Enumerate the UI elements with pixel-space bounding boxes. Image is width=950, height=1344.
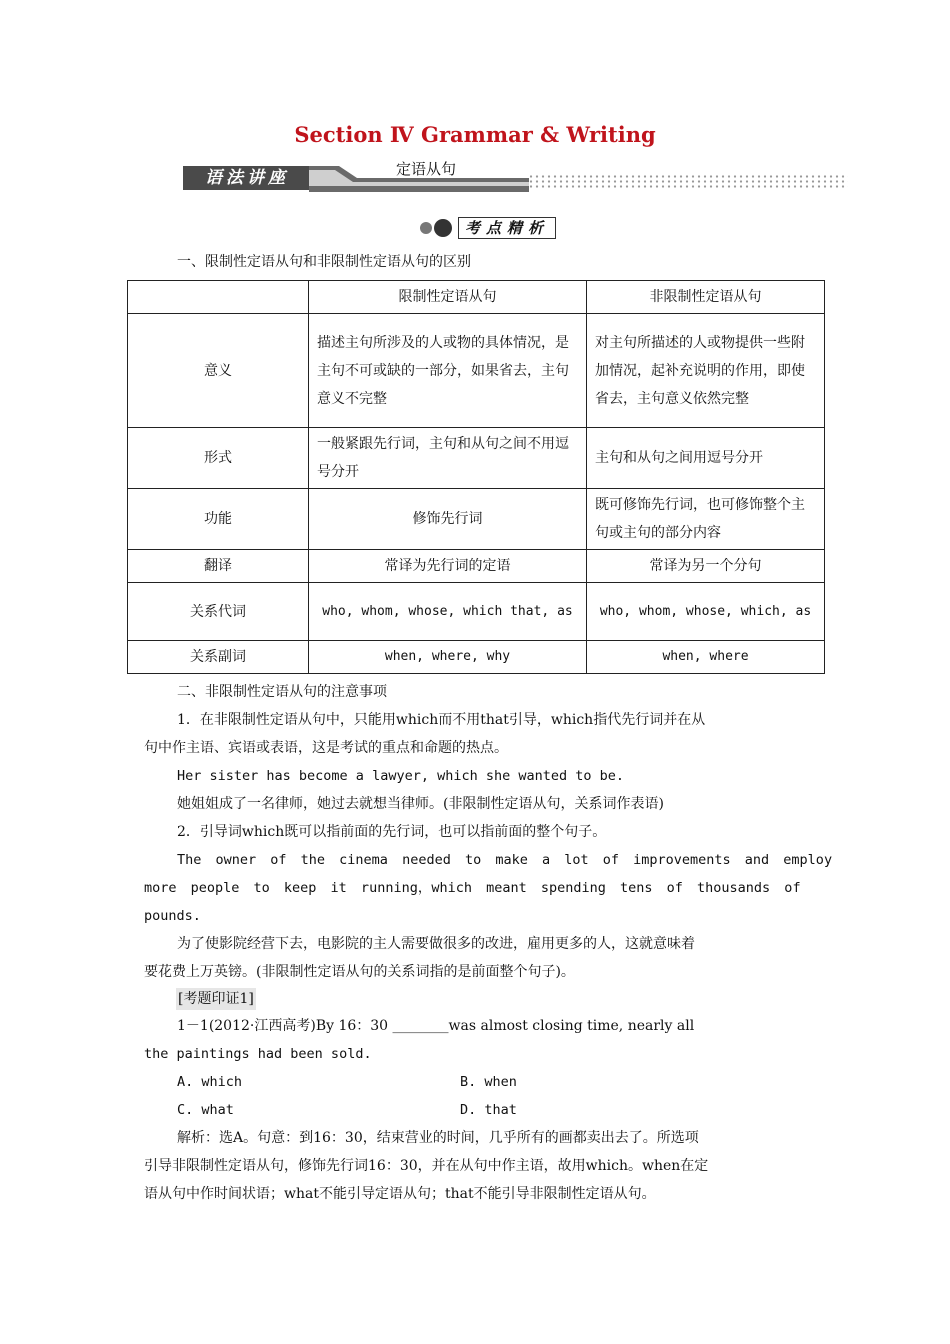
table-row bbox=[128, 314, 825, 428]
key-section-label: 考点精析 bbox=[458, 217, 556, 239]
banner-subtitle: 定语从句 bbox=[396, 160, 457, 178]
example2-english-line3: pounds. bbox=[144, 908, 201, 924]
bullet-dot-large-icon bbox=[434, 219, 452, 237]
row-label: 意义 bbox=[128, 314, 309, 428]
section1-heading: 一、限制性定语从句和非限制性定语从句的区别 bbox=[177, 254, 471, 270]
table-header-cell bbox=[128, 281, 309, 314]
exercise-tag: [考题印证1] bbox=[176, 988, 256, 1010]
table-header-cell: 非限制性定语从句 bbox=[587, 281, 825, 314]
row-label: 形式 bbox=[128, 428, 309, 489]
table-row bbox=[128, 641, 825, 674]
question-line2: the paintings had been sold. bbox=[144, 1046, 372, 1062]
row-label: 关系代词 bbox=[128, 583, 309, 641]
table-header-cell: 限制性定语从句 bbox=[309, 281, 587, 314]
answer-line3: 语从句中作时间状语；what不能引导定语从句；that不能引导非限制性定语从句。 bbox=[144, 1186, 656, 1202]
page-title: Section Ⅳ Grammar & Writing bbox=[294, 122, 656, 147]
example1-english: Her sister has become a lawyer, which she wanted to be. bbox=[177, 768, 625, 784]
restrictive-cell: 一般紧跟先行词，主句和从句之间不用逗号分开 bbox=[309, 428, 587, 489]
example2-chinese-line2: 要花费上万英镑。(非限制性定语从句的关系词指的是前面整个句子)。 bbox=[144, 964, 575, 980]
option-a: A. which bbox=[177, 1074, 243, 1090]
table-header-row bbox=[128, 281, 825, 314]
nonrestrictive-cell: who, whom, whose, which, as bbox=[587, 583, 825, 641]
table-row bbox=[128, 489, 825, 550]
restrictive-cell: who, whom, whose, which that, as bbox=[309, 583, 587, 641]
example2-english-line2: more people to keep it running，which meant spending tens of thousands of bbox=[144, 880, 801, 896]
option-d: D. that bbox=[460, 1102, 517, 1118]
nonrestrictive-cell: 既可修饰先行词，也可修饰整个主句或主句的部分内容 bbox=[587, 489, 825, 550]
banner-dots bbox=[528, 174, 848, 190]
key-section-header bbox=[420, 216, 556, 240]
nonrestrictive-cell: 主句和从句之间用逗号分开 bbox=[587, 428, 825, 489]
section-banner bbox=[183, 160, 848, 192]
comparison-table bbox=[127, 280, 825, 674]
row-label: 功能 bbox=[128, 489, 309, 550]
point1-line2: 句中作主语、宾语或表语，这是考试的重点和命题的热点。 bbox=[144, 740, 508, 756]
section2-heading: 二、非限制性定语从句的注意事项 bbox=[177, 684, 387, 700]
restrictive-cell: 常译为先行词的定语 bbox=[309, 550, 587, 583]
answer-line1: 解析：选A。句意：到16：30，结束营业的时间，几乎所有的画都卖出去了。所选项 bbox=[177, 1130, 699, 1146]
nonrestrictive-cell: 常译为另一个分句 bbox=[587, 550, 825, 583]
nonrestrictive-cell: when, where bbox=[587, 641, 825, 674]
restrictive-cell: 描述主句所涉及的人或物的具体情况，是主句不可或缺的一部分，如果省去，主句意义不完整 bbox=[309, 314, 587, 428]
row-label: 关系副词 bbox=[128, 641, 309, 674]
option-c: C. what bbox=[177, 1102, 234, 1118]
banner-tag: 语法讲座 bbox=[183, 166, 311, 190]
question-line1: 1－1(2012·江西高考)By 16：30 ________was almost closing time, nearly all bbox=[177, 1018, 695, 1034]
row-label: 翻译 bbox=[128, 550, 309, 583]
answer-line2: 引导非限制性定语从句，修饰先行词16：30，并在从句中作主语，故用which。when在定 bbox=[144, 1158, 709, 1174]
restrictive-cell: 修饰先行词 bbox=[309, 489, 587, 550]
option-b: B. when bbox=[460, 1074, 517, 1090]
table-row bbox=[128, 428, 825, 489]
example2-chinese-line1: 为了使影院经营下去，电影院的主人需要做很多的改进，雇用更多的人，这就意味着 bbox=[177, 936, 695, 952]
point2: 2．引导词which既可以指前面的先行词，也可以指前面的整个句子。 bbox=[177, 824, 607, 840]
example1-chinese: 她姐姐成了一名律师，她过去就想当律师。(非限制性定语从句，关系词作表语) bbox=[177, 796, 664, 812]
example2-english-line1: The owner of the cinema needed to make a lot of improvements and employ bbox=[177, 852, 833, 868]
bullet-dot-icon bbox=[420, 222, 432, 234]
restrictive-cell: when, where, why bbox=[309, 641, 587, 674]
point1-line1: 1．在非限制性定语从句中，只能用which而不用that引导，which指代先行词并在从 bbox=[177, 712, 706, 728]
nonrestrictive-cell: 对主句所描述的人或物提供一些附加情况，起补充说明的作用，即使省去，主句意义依然完整 bbox=[587, 314, 825, 428]
table-row bbox=[128, 550, 825, 583]
table-row bbox=[128, 583, 825, 641]
